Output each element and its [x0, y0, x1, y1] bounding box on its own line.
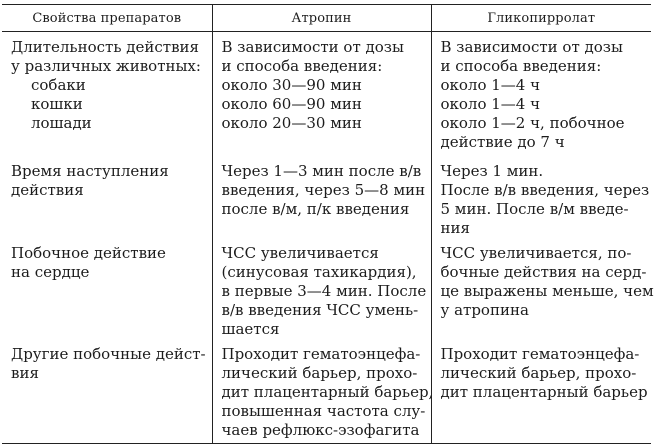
cell-atropine-other — [212, 342, 434, 444]
cell-property-cardiac — [2, 241, 212, 342]
cell-glycopyrrolate-other — [431, 342, 651, 444]
cell-text-line: чаев рефлюкс-эзофагита — [221, 421, 420, 439]
cell-property-onset — [2, 159, 212, 241]
cell-text-line: Длительность действия — [11, 38, 199, 56]
cell-text-line: вия — [11, 364, 39, 382]
cell-text-line: (синусовая тахикардия), — [221, 263, 417, 281]
cell-atropine-onset — [212, 159, 431, 241]
cell-text-line: После в/в введения, через — [440, 181, 650, 199]
cell-text-line: около 1—2 ч, побочное — [440, 114, 625, 132]
cell-text-line: введения, через 5—8 мин — [221, 181, 426, 199]
cell-text-line: Проходит гематоэнцефа- — [221, 345, 421, 363]
cell-glycopyrrolate-duration — [431, 32, 651, 160]
drug-comparison-table — [2, 4, 654, 444]
species-cats: кошки — [31, 95, 83, 113]
cell-text-line: около 60—90 мин — [221, 95, 362, 113]
cell-text-line: после в/м, п/к введения — [221, 200, 410, 218]
cell-text-line: 5 мин. После в/м введе- — [440, 200, 629, 218]
cell-text-line: около 1—4 ч — [440, 76, 541, 94]
cell-text-line: лический барьер, прохо- — [440, 364, 637, 382]
cell-text-line: бочные действия на серд- — [440, 263, 647, 281]
cell-text-line: на сердце — [11, 263, 90, 281]
cell-text-line: около 1—4 ч — [440, 95, 541, 113]
cell-text-line: и способа введения: — [440, 57, 602, 75]
cell-text-line: около 20—30 мин — [221, 114, 362, 132]
cell-property-other — [2, 342, 212, 444]
cell-text-line: около 30—90 мин — [221, 76, 362, 94]
cell-property-duration — [2, 32, 212, 160]
cell-text-line: в первые 3—4 мин. После — [221, 282, 427, 300]
cell-text-line: В зависимости от дозы — [221, 38, 404, 56]
species-horses: лошади — [31, 114, 92, 132]
cell-text-line: Побочное действие — [11, 244, 166, 262]
cell-text-line: повышенная частота слу- — [221, 402, 426, 420]
cell-text-line: ЧСС увеличивается, по- — [440, 244, 632, 262]
header-row — [2, 5, 651, 32]
cell-text-line: дит плацентарный барьер, — [221, 383, 434, 401]
cell-text-line: Через 1—3 мин после в/в — [221, 162, 422, 180]
cell-atropine-cardiac — [212, 241, 431, 342]
cell-glycopyrrolate-onset — [431, 159, 651, 241]
cell-text-line: лический барьер, прохо- — [221, 364, 418, 382]
cell-glycopyrrolate-cardiac — [431, 241, 654, 342]
cell-text-line: шается — [221, 320, 280, 338]
table-row-other-effects — [2, 342, 651, 444]
cell-text-line: ЧСС увеличивается — [221, 244, 379, 262]
cell-text-line: Другие побочные дейст- — [11, 345, 206, 363]
cell-text-line: Время наступления — [11, 162, 169, 180]
cell-text-line: це выражены меньше, чем — [440, 282, 654, 300]
cell-text-line: дит плацентарный барьер — [440, 383, 648, 401]
cell-text-line: ния — [440, 219, 470, 237]
cell-text-line: в/в введения ЧСС умень- — [221, 301, 419, 319]
cell-text-line: действие до 7 ч — [440, 133, 565, 151]
cell-text-line: Проходит гематоэнцефа- — [440, 345, 640, 363]
cell-text-line: у различных животных: — [11, 57, 201, 75]
header-properties: Свойства препаратов — [2, 5, 212, 32]
table-row-onset — [2, 159, 651, 241]
cell-text-line: действия — [11, 181, 84, 199]
cell-text-line: В зависимости от дозы — [440, 38, 623, 56]
cell-text-line: и способа введения: — [221, 57, 383, 75]
cell-atropine-duration — [212, 32, 431, 160]
table-row-duration — [2, 32, 651, 160]
header-glycopyrrolate: Гликопирролат — [431, 5, 651, 32]
cell-text-line: Через 1 мин. — [440, 162, 544, 180]
species-dogs: собаки — [31, 76, 86, 94]
cell-text-line: у атропина — [440, 301, 529, 319]
table-row-cardiac-effects — [2, 241, 651, 342]
header-atropine: Атропин — [212, 5, 431, 32]
